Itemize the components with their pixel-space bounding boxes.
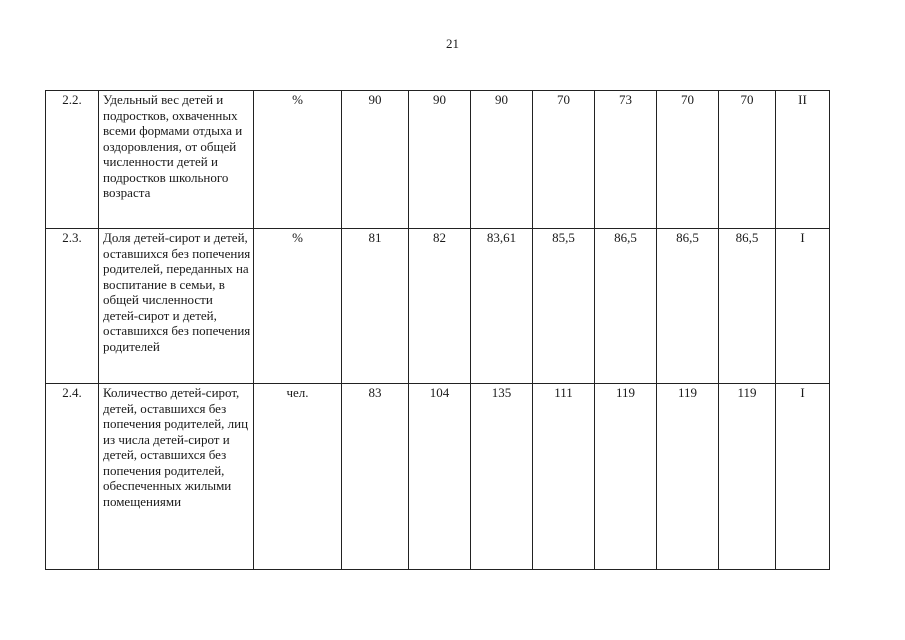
unit-cell: %: [254, 229, 342, 384]
value-cell: 135: [471, 384, 533, 570]
value-cell: 119: [719, 384, 776, 570]
table-row: [46, 384, 830, 570]
category-cell: I: [776, 384, 830, 570]
value-cell: 119: [657, 384, 719, 570]
row-number-cell: 2.4.: [46, 384, 99, 570]
row-number-cell: 2.3.: [46, 229, 99, 384]
value-cell: 83,61: [471, 229, 533, 384]
table-row: [46, 91, 830, 229]
category-cell: I: [776, 229, 830, 384]
unit-cell: чел.: [254, 384, 342, 570]
value-cell: 86,5: [719, 229, 776, 384]
value-cell: 82: [409, 229, 471, 384]
value-cell: 90: [471, 91, 533, 229]
indicator-description-cell: Доля детей-сирот и детей, оставшихся без попечения родителей, переданных на воспитание в семьи, в общей численности детей-сирот и детей, оставшихся без попечения родителей: [99, 229, 254, 384]
value-cell: 81: [342, 229, 409, 384]
category-cell: II: [776, 91, 830, 229]
value-cell: 86,5: [595, 229, 657, 384]
value-cell: 70: [533, 91, 595, 229]
row-number-cell: 2.2.: [46, 91, 99, 229]
indicator-description-cell: Количество детей-сирот, детей, оставшихся без попечения родителей, лиц из числа детей-сирот и детей, оставшихся без попечения родителей, обеспеченных жилыми помещениями: [99, 384, 254, 570]
indicators-table: [45, 90, 830, 570]
value-cell: 90: [409, 91, 471, 229]
value-cell: 83: [342, 384, 409, 570]
value-cell: 70: [657, 91, 719, 229]
unit-cell: %: [254, 91, 342, 229]
value-cell: 85,5: [533, 229, 595, 384]
value-cell: 86,5: [657, 229, 719, 384]
value-cell: 104: [409, 384, 471, 570]
value-cell: 111: [533, 384, 595, 570]
indicator-description-cell: Удельный вес детей и подростков, охваченных всеми формами отдыха и оздоровления, от общей численности детей и подростков школьного возраста: [99, 91, 254, 229]
value-cell: 70: [719, 91, 776, 229]
value-cell: 119: [595, 384, 657, 570]
value-cell: 73: [595, 91, 657, 229]
value-cell: 90: [342, 91, 409, 229]
page-number: 21: [446, 36, 459, 51]
table-row: [46, 229, 830, 384]
